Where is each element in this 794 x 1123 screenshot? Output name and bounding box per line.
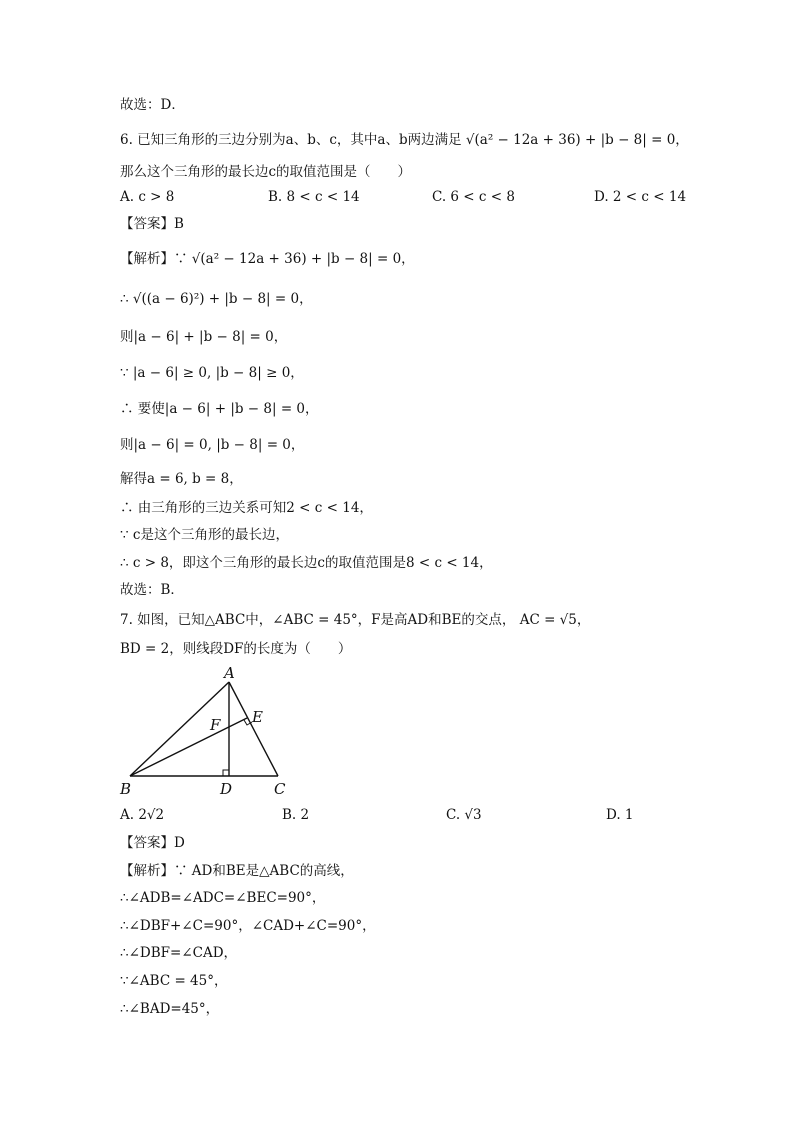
q6-solution-line: 则|a − 6| + |b − 8| = 0， [120, 329, 288, 345]
q7-solution-line: 【解析】∵ AD和BE是△ABC的高线， [120, 863, 354, 879]
label-d: D [220, 780, 233, 798]
label-e: E [252, 708, 263, 726]
label-c: C [274, 780, 286, 798]
q7-option-d: D. 1 [606, 807, 634, 823]
q6-solution-line: ∵ |a − 6| ≥ 0, |b − 8| ≥ 0， [120, 365, 304, 381]
q6-solution-line: 故选：B． [120, 582, 184, 598]
q7-stem-line2: BD = 2，则线段DF的长度为（ ） [120, 641, 352, 657]
q6-solution-line: ∴ c > 8，即这个三角形的最长边c的取值范围是8 < c < 14， [120, 555, 493, 571]
q6-solution-line: ∵ c是这个三角形的最长边， [120, 527, 289, 543]
q7-option-c: C. √3 [446, 807, 482, 823]
q7-solution-line: ∴∠DBF=∠CAD， [120, 945, 238, 961]
segment-ac [229, 682, 278, 776]
q6-solution-line: ∴ 由三角形的三边关系可知2 < c < 14， [120, 500, 373, 516]
q6-solution-line: 【解析】∵ √(a² − 12a + 36) + |b − 8| = 0， [120, 251, 415, 267]
q6-stem-line2: 那么这个三角形的最长边c的取值范围是（ ） [120, 164, 412, 180]
q6-solution-line: ∴ √((a − 6)²) + |b − 8| = 0， [120, 291, 313, 307]
q6-option-c: C. 6 < c < 8 [432, 189, 515, 205]
q6-solution-line: ∴ 要使|a − 6| + |b − 8| = 0， [120, 401, 319, 417]
label-a: A [224, 664, 235, 682]
q7-solution-line: ∴∠BAD=45°， [120, 1001, 220, 1017]
q7-option-b: B. 2 [282, 807, 310, 823]
q6-stem-line1: 6. 已知三角形的三边分别为a、b、c，其中a、b两边满足 √(a² − 12a + 36) + |b − 8| = 0， [120, 132, 689, 148]
q6-answer: 【答案】B [120, 216, 184, 232]
q5-conclusion: 故选：D． [120, 97, 185, 113]
label-b: B [120, 780, 132, 798]
q7-solution-line: ∴∠DBF+∠C=90°，∠CAD+∠C=90°， [120, 918, 376, 934]
q6-solution-line: 解得a = 6, b = 8， [120, 471, 243, 487]
q6-option-d: D. 2 < c < 14 [594, 189, 687, 205]
label-f: F [210, 716, 221, 734]
q6-option-a: A. c > 8 [120, 189, 175, 205]
q6-option-b: B. 8 < c < 14 [268, 189, 360, 205]
q7-solution-line: ∴∠ADB=∠ADC=∠BEC=90°， [120, 890, 326, 906]
triangle-figure [112, 664, 312, 802]
q7-solution-line: ∵∠ABC = 45°， [120, 973, 228, 989]
q7-option-a: A. 2√2 [120, 807, 165, 823]
q7-answer: 【答案】D [120, 835, 185, 851]
q7-stem-line1: 7. 如图，已知△ABC中，∠ABC = 45°，F是高AD和BE的交点， AC = √5， [120, 612, 591, 628]
q6-solution-line: 则|a − 6| = 0, |b − 8| = 0， [120, 437, 305, 453]
right-angle-mark-d [223, 770, 229, 776]
